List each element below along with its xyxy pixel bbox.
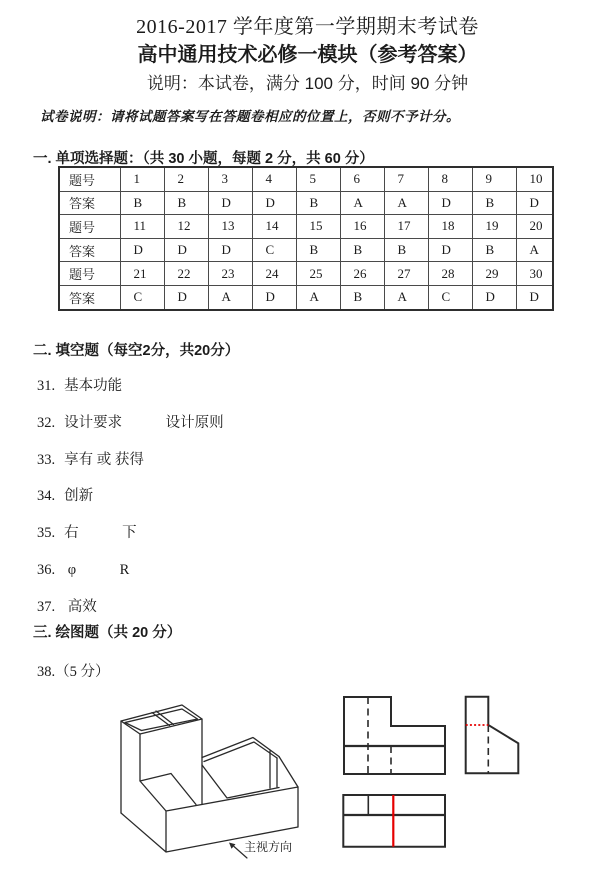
tall-box-edges: [121, 719, 202, 813]
item-number: 37.: [37, 598, 56, 615]
front-view-drawing: [338, 691, 453, 781]
answer-cell: D: [164, 238, 208, 262]
answer-cell: 28: [428, 262, 472, 286]
answer-cell: A: [384, 191, 428, 215]
fill-in-item: [37, 368, 224, 405]
answer-cell: 24: [252, 262, 296, 286]
answer-cell: B: [164, 191, 208, 215]
answer-cell: 3: [208, 167, 252, 191]
answer-table-body: [59, 167, 553, 310]
answer-cell: 23: [208, 262, 252, 286]
item-number: 36.: [37, 561, 56, 578]
row-label: 题号: [59, 262, 120, 286]
section2-heading: 二. 填空题（每空2分，共20分）: [33, 343, 240, 359]
fill-in-item: [37, 405, 224, 442]
answer-cell: D: [208, 238, 252, 262]
answer-cell: A: [208, 285, 252, 309]
answer-cell: B: [472, 238, 516, 262]
row-label: 题号: [59, 215, 120, 239]
item-answer: 创新: [64, 488, 94, 505]
item-number: 33.: [37, 451, 56, 468]
item-number: 31.: [37, 378, 56, 394]
question-38-label: 38.（5 分）: [37, 664, 110, 680]
answer-cell: D: [516, 285, 553, 309]
answer-cell: 19: [472, 215, 516, 239]
answer-cell: 30: [516, 262, 553, 286]
answer-cell: 7: [384, 167, 428, 191]
item-answer: 享有 或 获得: [64, 451, 144, 468]
answer-cell: 18: [428, 215, 472, 239]
fill-in-item: [37, 552, 224, 589]
table-row: [59, 262, 553, 286]
row-label: 答案: [59, 238, 120, 262]
answer-cell: 8: [428, 167, 472, 191]
answer-cell: C: [252, 238, 296, 262]
answer-cell: B: [296, 191, 340, 215]
exam-score-time-line: 说明：本试卷，满分 100 分，时间 90 分钟: [146, 74, 469, 93]
answer-cell: 14: [252, 215, 296, 239]
answer-cell: 1: [120, 167, 164, 191]
item-answer: 右 下: [64, 525, 137, 542]
answer-cell: A: [384, 285, 428, 309]
answer-cell: A: [296, 285, 340, 309]
answer-cell: 26: [340, 262, 384, 286]
front-view-hidden-lines: [368, 697, 391, 774]
front-slope-edges: [140, 774, 196, 812]
answer-cell: 12: [164, 215, 208, 239]
fill-in-item: [37, 515, 224, 552]
answer-cell: D: [252, 285, 296, 309]
pictorial-view-drawing: [95, 685, 335, 885]
answer-cell: 6: [340, 167, 384, 191]
table-row: [59, 238, 553, 262]
view-direction-label: 主视方向: [244, 840, 293, 854]
answer-cell: 25: [296, 262, 340, 286]
top-view-drawing: [338, 790, 453, 852]
item-answer: 基本功能: [64, 378, 123, 394]
table-row: [59, 285, 553, 309]
item-answer: 高效: [64, 598, 97, 615]
answer-cell: D: [208, 191, 252, 215]
item-answer: φ R: [64, 561, 130, 578]
item-number: 32.: [37, 414, 56, 431]
answer-cell: 5: [296, 167, 340, 191]
row-label: 答案: [59, 191, 120, 215]
answer-cell: 13: [208, 215, 252, 239]
table-row: [59, 191, 553, 215]
answer-cell: 4: [252, 167, 296, 191]
section3-heading: 三. 绘图题（共 20 分）: [33, 625, 182, 641]
table-row: [59, 215, 553, 239]
answer-cell: 27: [384, 262, 428, 286]
answer-cell: D: [428, 191, 472, 215]
answer-cell: C: [428, 285, 472, 309]
answer-cell: 21: [120, 262, 164, 286]
answer-table: [58, 166, 554, 311]
fill-in-item: [37, 478, 224, 515]
side-view-drawing: [458, 691, 528, 781]
paper-notice: 试卷说明：请将试题答案写在答题卷相应的位置上，否则不予计分。: [40, 109, 460, 124]
answer-cell: 11: [120, 215, 164, 239]
item-answer: 设计要求 设计原则: [64, 414, 224, 431]
answer-cell: 17: [384, 215, 428, 239]
answer-cell: B: [340, 238, 384, 262]
side-view-outline: [466, 697, 519, 774]
answer-cell: 22: [164, 262, 208, 286]
answer-cell: B: [120, 191, 164, 215]
fill-in-answers: [37, 368, 224, 626]
answer-cell: B: [340, 285, 384, 309]
row-label: 答案: [59, 285, 120, 309]
item-number: 35.: [37, 525, 56, 542]
exam-title: 2016-2017 学年度第一学期期末考试卷: [136, 16, 479, 38]
answer-cell: A: [340, 191, 384, 215]
answer-cell: D: [472, 285, 516, 309]
answer-cell: 29: [472, 262, 516, 286]
answer-cell: D: [428, 238, 472, 262]
answer-cell: 20: [516, 215, 553, 239]
answer-cell: D: [120, 238, 164, 262]
item-number: 34.: [37, 488, 56, 505]
section1-heading: 一. 单项选择题：（共 30 小题，每题 2 分，共 60 分）: [33, 151, 374, 167]
row-label: 题号: [59, 167, 120, 191]
answer-cell: 16: [340, 215, 384, 239]
answer-cell: 9: [472, 167, 516, 191]
answer-cell: B: [472, 191, 516, 215]
answer-cell: 15: [296, 215, 340, 239]
answer-cell: C: [120, 285, 164, 309]
view-direction-arrow-icon: [229, 843, 236, 849]
answer-cell: D: [516, 191, 553, 215]
answer-cell: 10: [516, 167, 553, 191]
answer-cell: D: [164, 285, 208, 309]
answer-cell: B: [296, 238, 340, 262]
answer-cell: D: [252, 191, 296, 215]
tray-right-wall-edges: [277, 757, 298, 788]
front-view-outline: [344, 697, 445, 774]
answer-cell: B: [384, 238, 428, 262]
answer-cell: A: [516, 238, 553, 262]
fill-in-item: [37, 442, 224, 479]
table-row: [59, 167, 553, 191]
exam-subtitle: 高中通用技术必修一模块（参考答案）: [137, 44, 478, 66]
answer-cell: 2: [164, 167, 208, 191]
